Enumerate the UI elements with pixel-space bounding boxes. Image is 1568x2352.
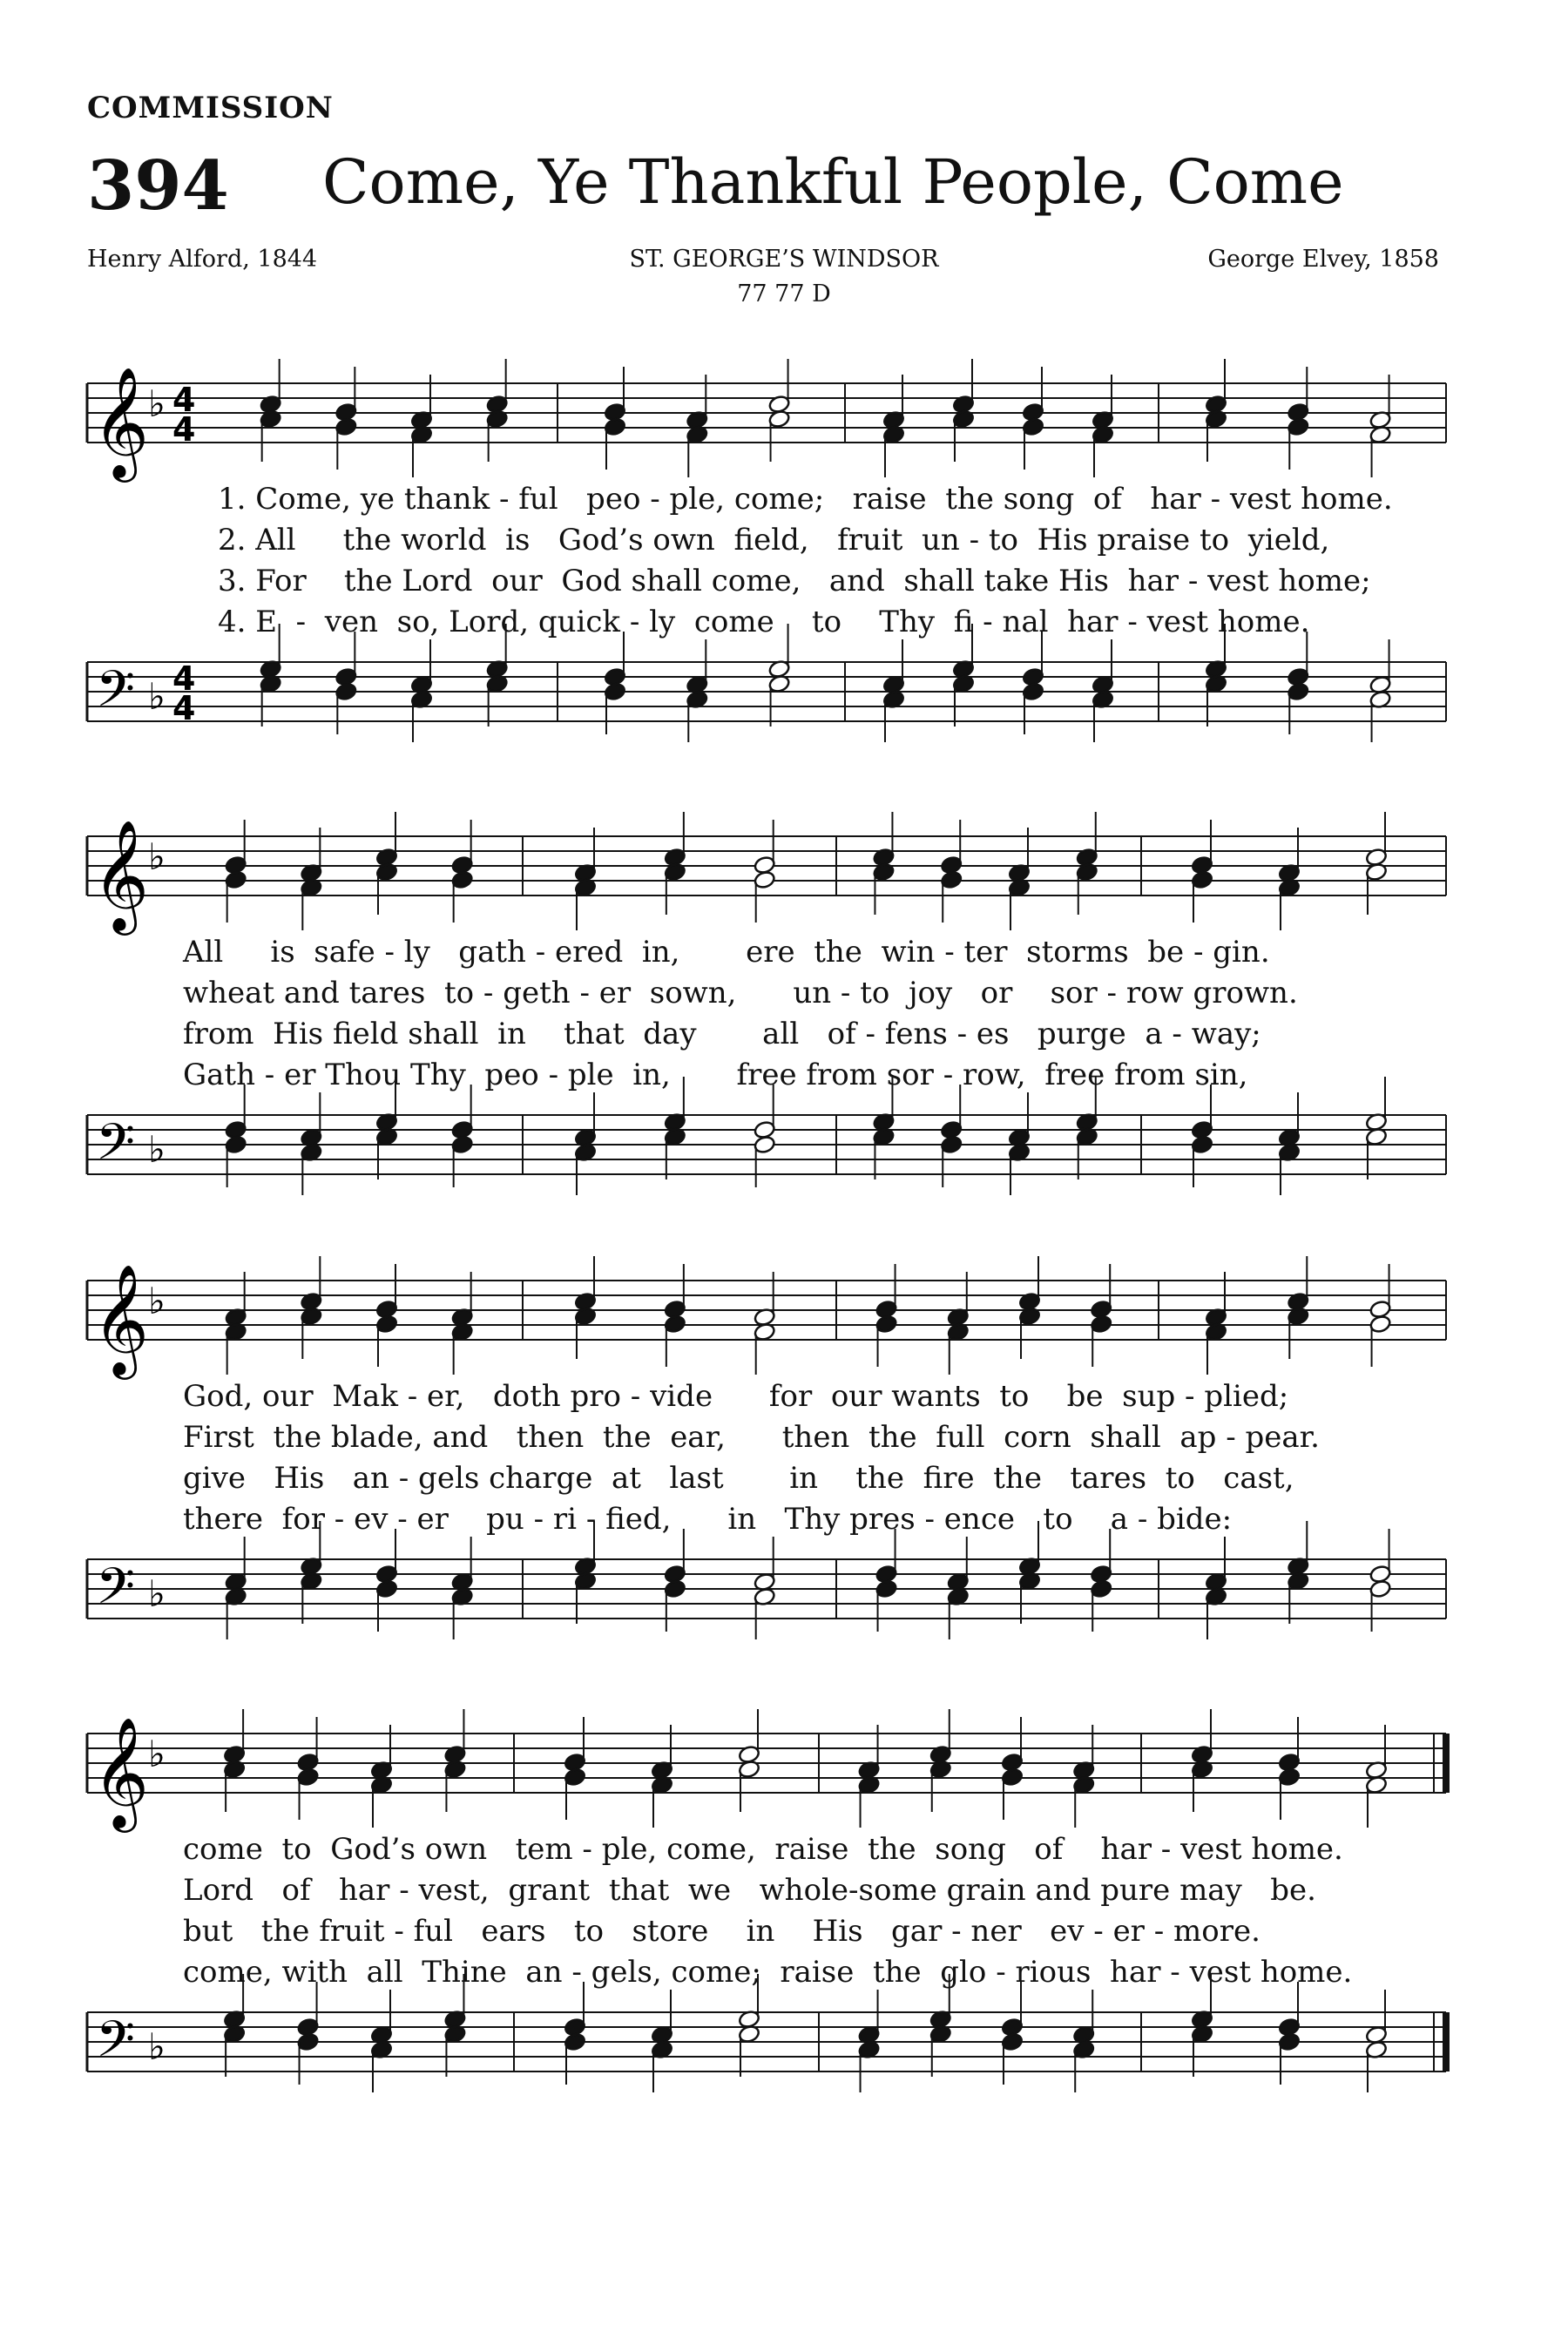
music-system — [87, 357, 1446, 758]
time-signature-bottom: 4 — [172, 410, 196, 449]
key-signature-flat: ♭ — [148, 1128, 166, 1171]
lyrics-block — [218, 479, 1568, 643]
lyric-line: give His an - gels charge at last in the fire the tares to cast, — [183, 1461, 1294, 1496]
bass-clef: 𝄢 — [96, 2010, 136, 2081]
key-signature-flat: ♭ — [148, 1572, 166, 1615]
lyric-line: First the blade, and then the ear, then the full corn shall ap - pear. — [183, 1420, 1320, 1455]
lyric-line: 3. For the Lord our God shall come, and shall take His har - vest home; — [218, 564, 1371, 598]
section-heading: COMMISSION — [87, 91, 334, 125]
key-signature-flat: ♭ — [148, 382, 166, 425]
lyric-line: Gath - er Thou Thy peo - ple in, free from sor - row, free from sin, — [183, 1058, 1248, 1092]
lyric-line: come, with all Thine an - gels, come; raise the glo - rious har - vest home. — [183, 1955, 1353, 1990]
music-system — [87, 1254, 1446, 1655]
lyric-line: 2. All the world is God’s own field, fruit un - to His praise to yield, — [218, 523, 1330, 558]
lyric-line: God, our Mak - er, doth pro - vide for our wants to be sup - plied; — [183, 1379, 1289, 1414]
bass-staff — [87, 1533, 1446, 1655]
bass-staff — [87, 1089, 1446, 1211]
bass-staff — [87, 636, 1446, 758]
meter: 77 77 D — [737, 280, 831, 308]
lyric-line: All is safe - ly gath - ered in, ere the win - ter storms be - gin. — [183, 935, 1270, 970]
lyrics-block — [183, 1829, 1542, 1993]
treble-staff — [87, 1254, 1446, 1376]
bass-staff — [87, 1986, 1446, 2108]
hymn-title: Come, Ye Thankful People, Come — [322, 146, 1344, 218]
bass-clef: 𝄢 — [96, 659, 136, 731]
lyric-line: but the fruit - ful ears to store in His gar - ner ev - er - more. — [183, 1914, 1260, 1949]
lyric-line: wheat and tares to - geth - er sown, un - to joy or sor - row grown. — [183, 976, 1298, 1010]
bass-clef: 𝄢 — [96, 1557, 136, 1628]
key-signature-flat: ♭ — [148, 1733, 166, 1775]
treble-clef: 𝄞 — [92, 819, 150, 930]
hymn-number: 394 — [87, 146, 229, 226]
lyric-line: come to God’s own tem - ple, come, raise the song of har - vest home. — [183, 1832, 1343, 1867]
bass-clef: 𝄢 — [96, 1112, 136, 1184]
music-credit: George Elvey, 1858 — [1207, 246, 1439, 273]
tune-name: ST. GEORGE’S WINDSOR — [629, 246, 939, 273]
treble-staff — [87, 1707, 1446, 1829]
lyric-line: 4. E - ven so, Lord, quick - ly come to Thy fi - nal har - vest home. — [218, 605, 1310, 639]
time-signature-bottom: 4 — [172, 689, 196, 727]
treble-clef: 𝄞 — [92, 366, 150, 477]
time-signature-top: 4 — [172, 381, 196, 419]
lyric-line: there for - ev - er pu - ri - fied, in Thy pres - ence to a - bide: — [183, 1502, 1233, 1537]
time-signature-top: 4 — [172, 659, 196, 698]
lyric-line: 1. Come, ye thank - ful peo - ple, come; raise the song of har - vest home. — [218, 482, 1393, 517]
key-signature-flat: ♭ — [148, 1280, 166, 1322]
lyric-line: Lord of har - vest, grant that we whole-some grain and pure may be. — [183, 1873, 1316, 1908]
key-signature-flat: ♭ — [148, 675, 166, 718]
treble-clef: 𝄞 — [92, 1263, 150, 1375]
music-system — [87, 810, 1446, 1211]
lyrics-block — [183, 932, 1542, 1096]
treble-staff — [87, 810, 1446, 932]
text-credit: Henry Alford, 1844 — [87, 246, 318, 273]
key-signature-flat: ♭ — [148, 2025, 166, 2068]
music-system — [87, 1707, 1446, 2108]
lyric-line: from His field shall in that day all of - fens - es purge a - way; — [183, 1017, 1261, 1051]
treble-clef: 𝄞 — [92, 1716, 150, 1828]
treble-staff — [87, 357, 1446, 479]
key-signature-flat: ♭ — [148, 835, 166, 878]
lyrics-block — [183, 1376, 1542, 1540]
